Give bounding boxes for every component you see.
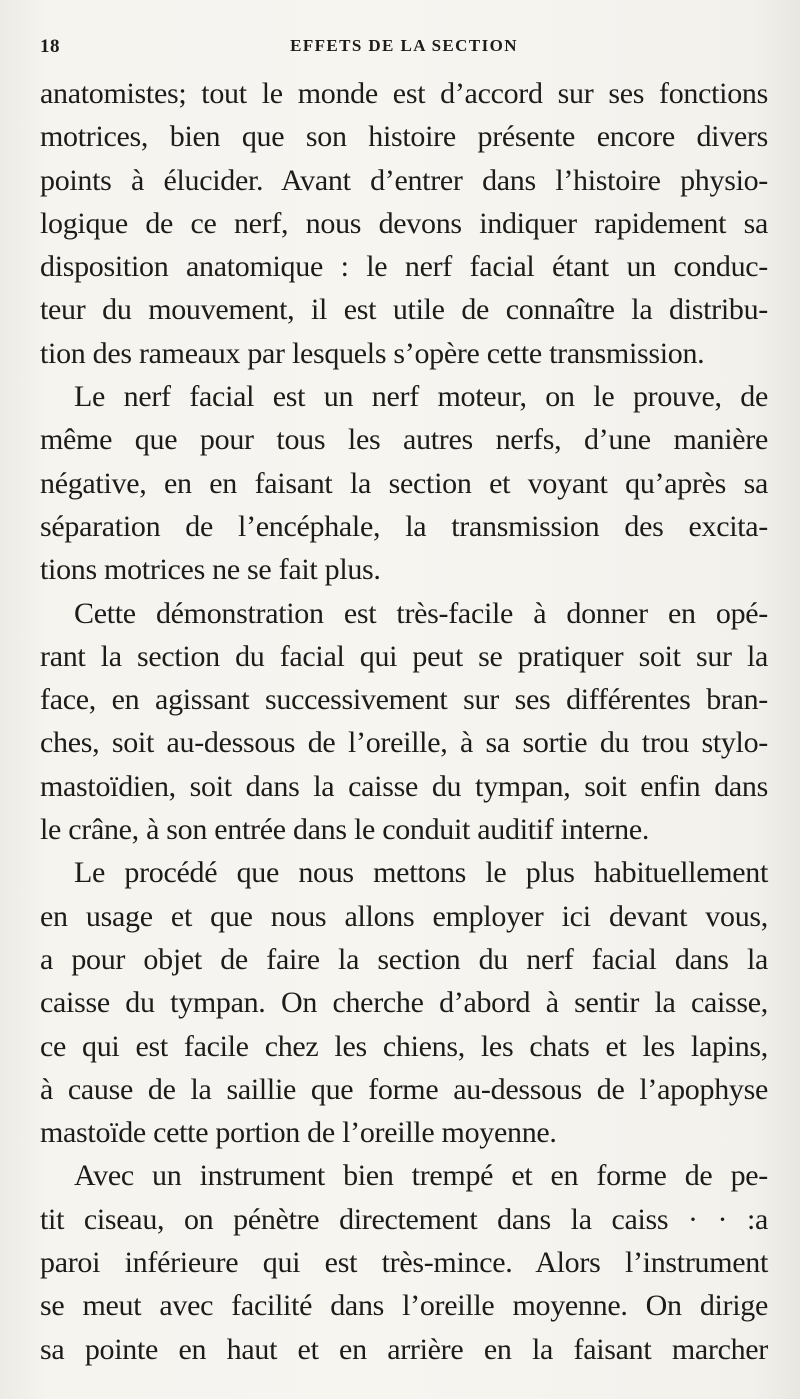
text-line: tit ciseau, on pénètre directement dans la caiss · · :a xyxy=(40,1202,768,1236)
text-line: Le nerf facial est un nerf moteur, on le prouve, de xyxy=(74,380,768,414)
text-line: logique de ce nerf, nous devons indiquer rapidement sa xyxy=(40,206,768,240)
text-line: tion des rameaux par lesquels s’opère cette transmission. xyxy=(40,336,705,370)
text-line: séparation de l’encéphale, la transmission des excita- xyxy=(40,509,768,543)
page-number: 18 xyxy=(40,36,60,57)
text-line: sa pointe en haut et en arrière en la faisant marcher xyxy=(40,1332,768,1366)
text-line: paroi inférieure qui est très-mince. Alors l’instrument xyxy=(40,1246,768,1280)
text-line: ce qui est facile chez les chiens, les chats et les lapins, xyxy=(40,1029,768,1063)
text-line: face, en agissant successivement sur ses différentes bran- xyxy=(40,683,768,717)
running-head xyxy=(40,36,768,62)
text-line: ches, soit au-dessous de l’oreille, à sa sortie du trou stylo- xyxy=(40,726,768,760)
text-line: à cause de la saillie que forme au-dessous de l’apophyse xyxy=(40,1072,768,1106)
text-line: négative, en en faisant la section et voyant qu’après sa xyxy=(40,466,768,500)
text-line: teur du mouvement, il est utile de connaître la distribu- xyxy=(40,293,768,327)
text-line: en usage et que nous allons employer ici devant vous, xyxy=(40,899,768,933)
text-line: le crâne, à son entrée dans le conduit auditif interne. xyxy=(40,813,650,847)
text-line: mastoïdien, soit dans la caisse du tympan, soit enfin dans xyxy=(40,769,768,803)
text-line: mastoïde cette portion de l’oreille moyenne. xyxy=(40,1116,557,1150)
text-line: points à élucider. Avant d’entrer dans l’histoire physio- xyxy=(40,163,768,197)
text-line: même que pour tous les autres nerfs, d’une manière xyxy=(40,423,768,457)
text-line: motrices, bien que son histoire présente encore divers xyxy=(40,120,768,154)
text-line: tions motrices ne se fait plus. xyxy=(40,553,381,587)
running-title: EFFETS DE LA SECTION xyxy=(290,36,518,55)
body-text xyxy=(40,72,768,1371)
text-line: Avec un instrument bien trempé et en forme de pe- xyxy=(74,1159,768,1193)
text-line: caisse du tympan. On cherche d’abord à sentir la caisse, xyxy=(40,986,768,1020)
text-line: anatomistes; tout le monde est d’accord sur ses fonctions xyxy=(40,77,768,110)
text-line: se meut avec facilité dans l’oreille moyenne. On dirige xyxy=(40,1289,768,1323)
text-line: Le procédé que nous mettons le plus habituellement xyxy=(74,856,768,890)
text-line: disposition anatomique : le nerf facial étant un conduc- xyxy=(40,250,768,284)
text-line: rant la section du facial qui peut se pratiquer soit sur la xyxy=(40,639,768,673)
text-line: Cette démonstration est très-facile à donner en opé- xyxy=(74,596,768,630)
text-line: a pour objet de faire la section du nerf facial dans la xyxy=(40,942,768,976)
